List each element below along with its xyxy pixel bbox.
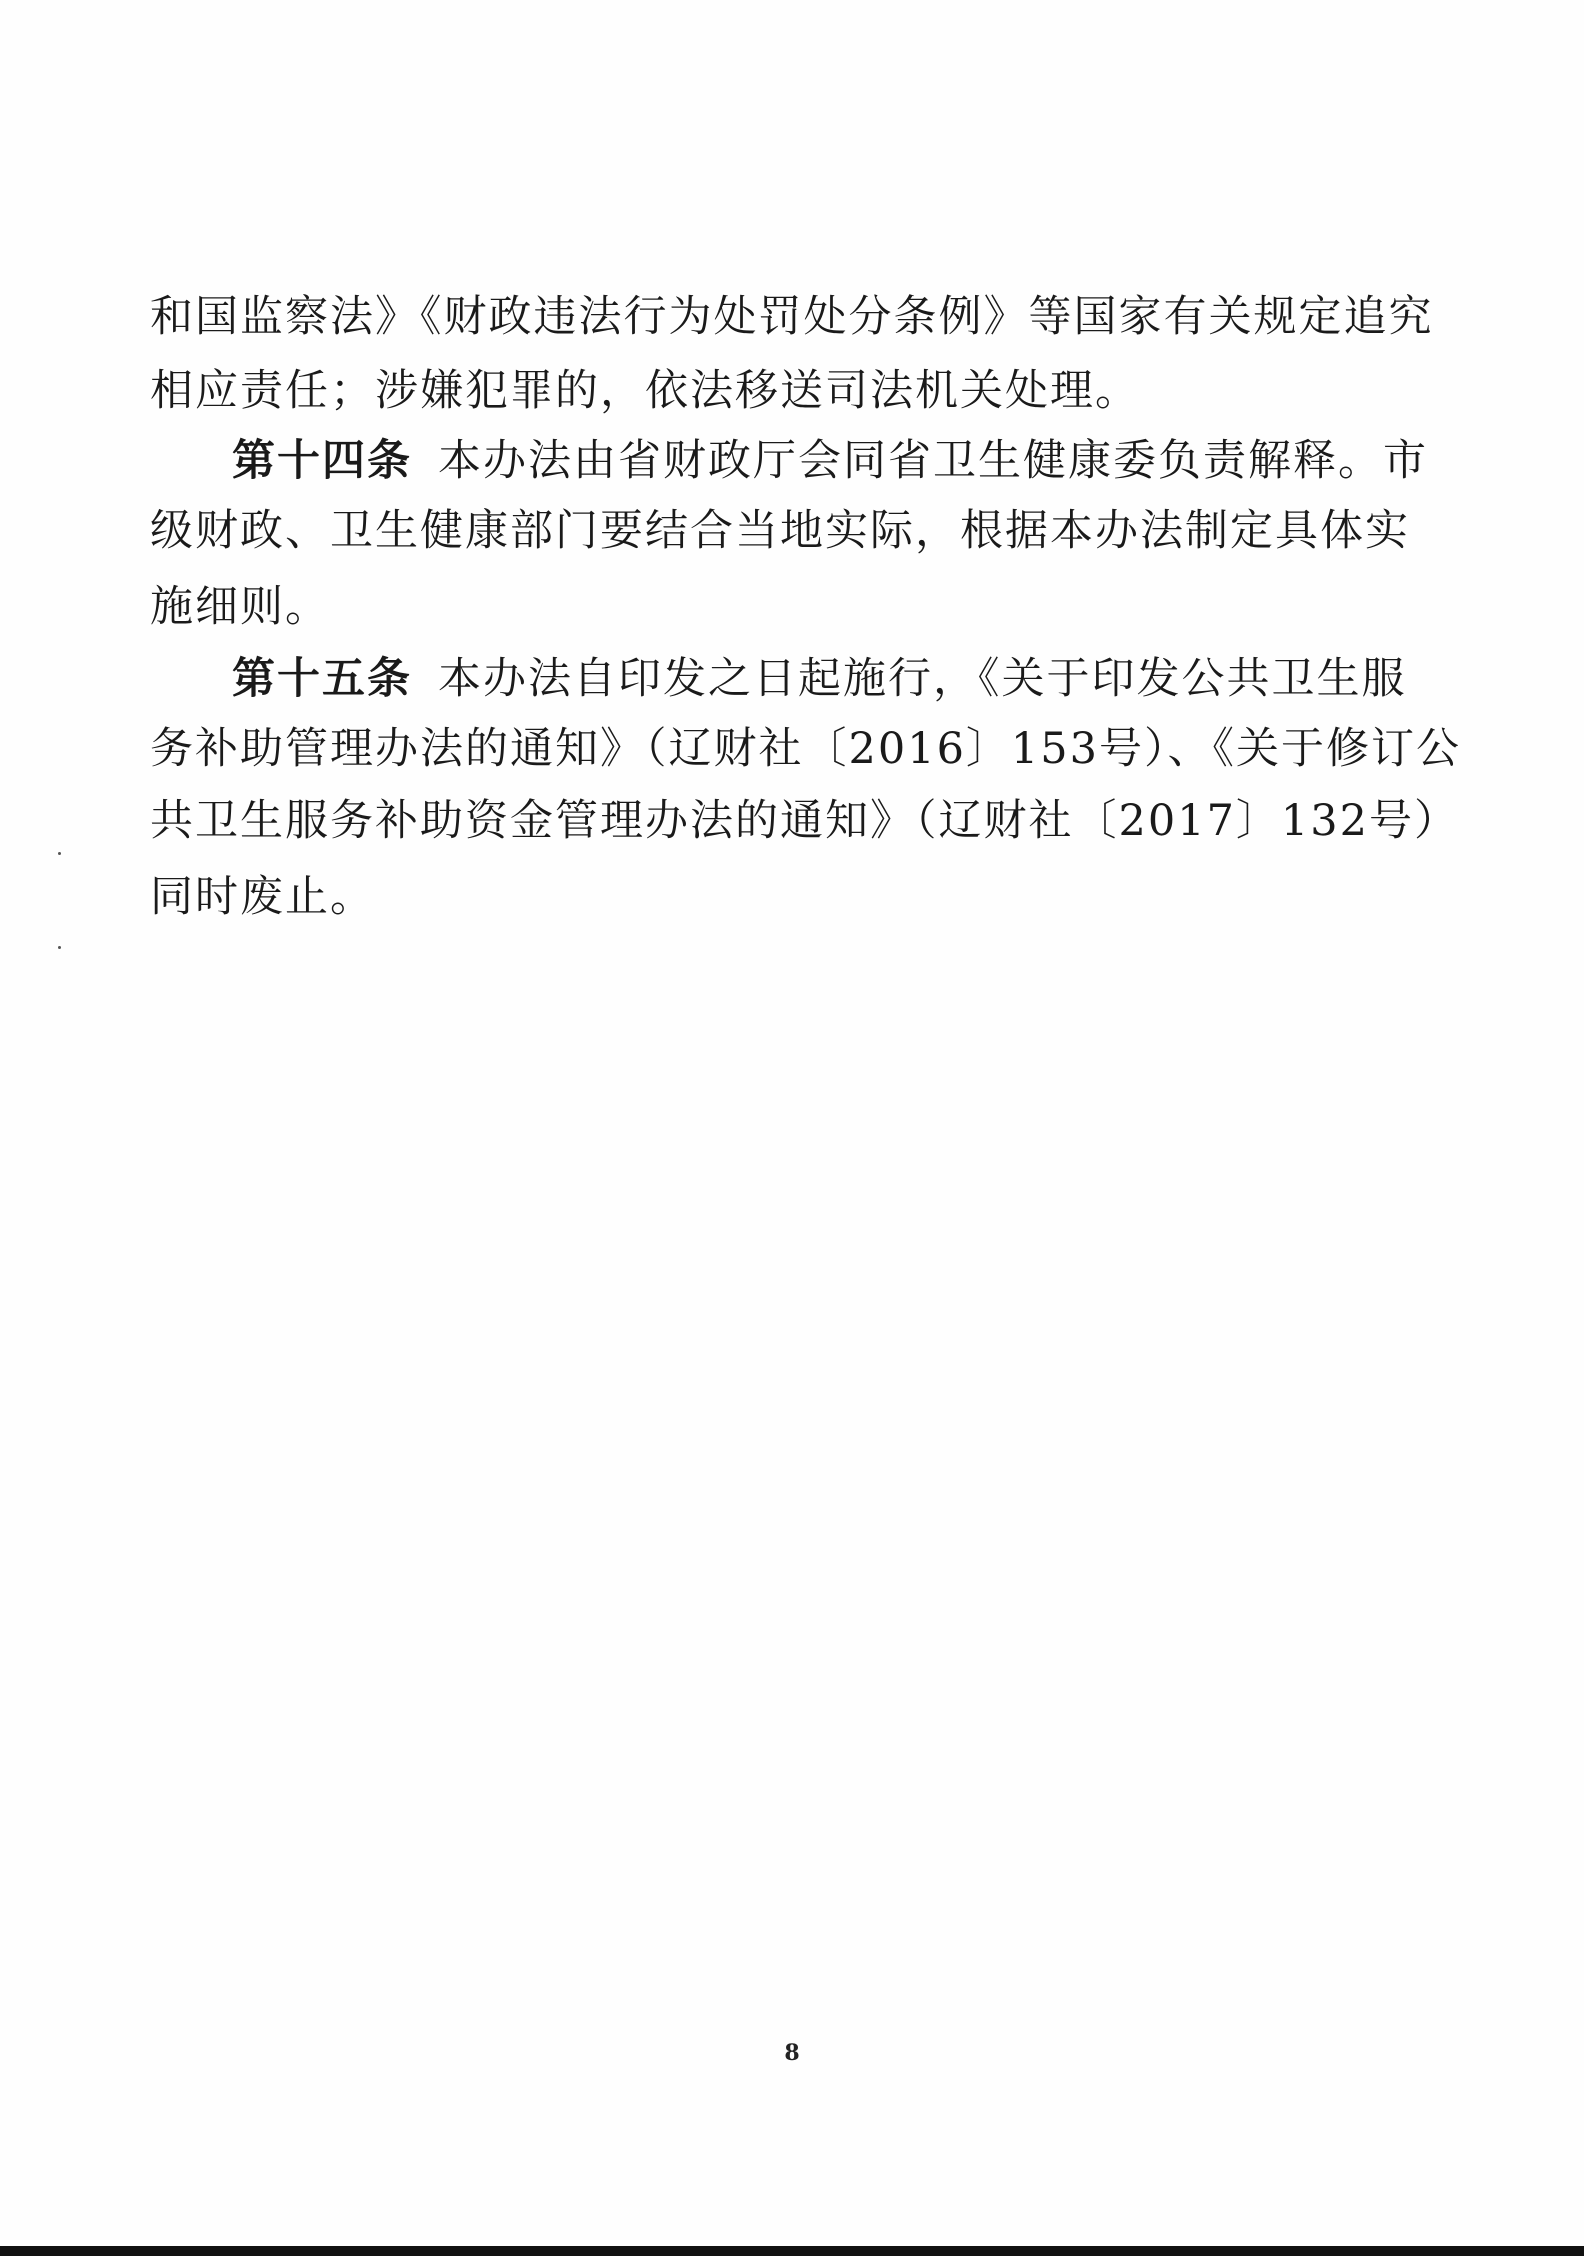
article-15-text: 本办法自印发之日起施行，《关于印发公共卫生服 (438, 654, 1407, 704)
article-14-first-line (232, 436, 1428, 486)
paragraph-line: 施细则。 (150, 582, 330, 632)
page-number: 8 (784, 2040, 800, 2066)
paragraph-line: 同时废止。 (150, 872, 375, 922)
article-15-heading: 第十五条 (232, 654, 412, 704)
scan-bottom-edge (0, 2246, 1584, 2256)
article-15-first-line (232, 654, 1407, 704)
article-14-heading: 第十四条 (232, 436, 412, 486)
paragraph-line: 级财政、卫生健康部门要结合当地实际，根据本办法制定具体实 (150, 506, 1410, 556)
paragraph-line: 相应责任；涉嫌犯罪的，依法移送司法机关处理。 (150, 366, 1140, 416)
paragraph-line: 务补助管理办法的通知》（辽财社〔2016〕153号）、《关于修订公 (150, 724, 1462, 774)
scan-speck (58, 852, 61, 855)
paragraph-line: 和国监察法》《财政违法行为处罚处分条例》等国家有关规定追究 (150, 292, 1434, 342)
scan-speck (58, 946, 61, 949)
paragraph-line: 共卫生服务补助资金管理办法的通知》（辽财社〔2017〕132号） (150, 796, 1460, 846)
article-14-text: 本办法由省财政厅会同省卫生健康委负责解释。市 (438, 436, 1428, 486)
